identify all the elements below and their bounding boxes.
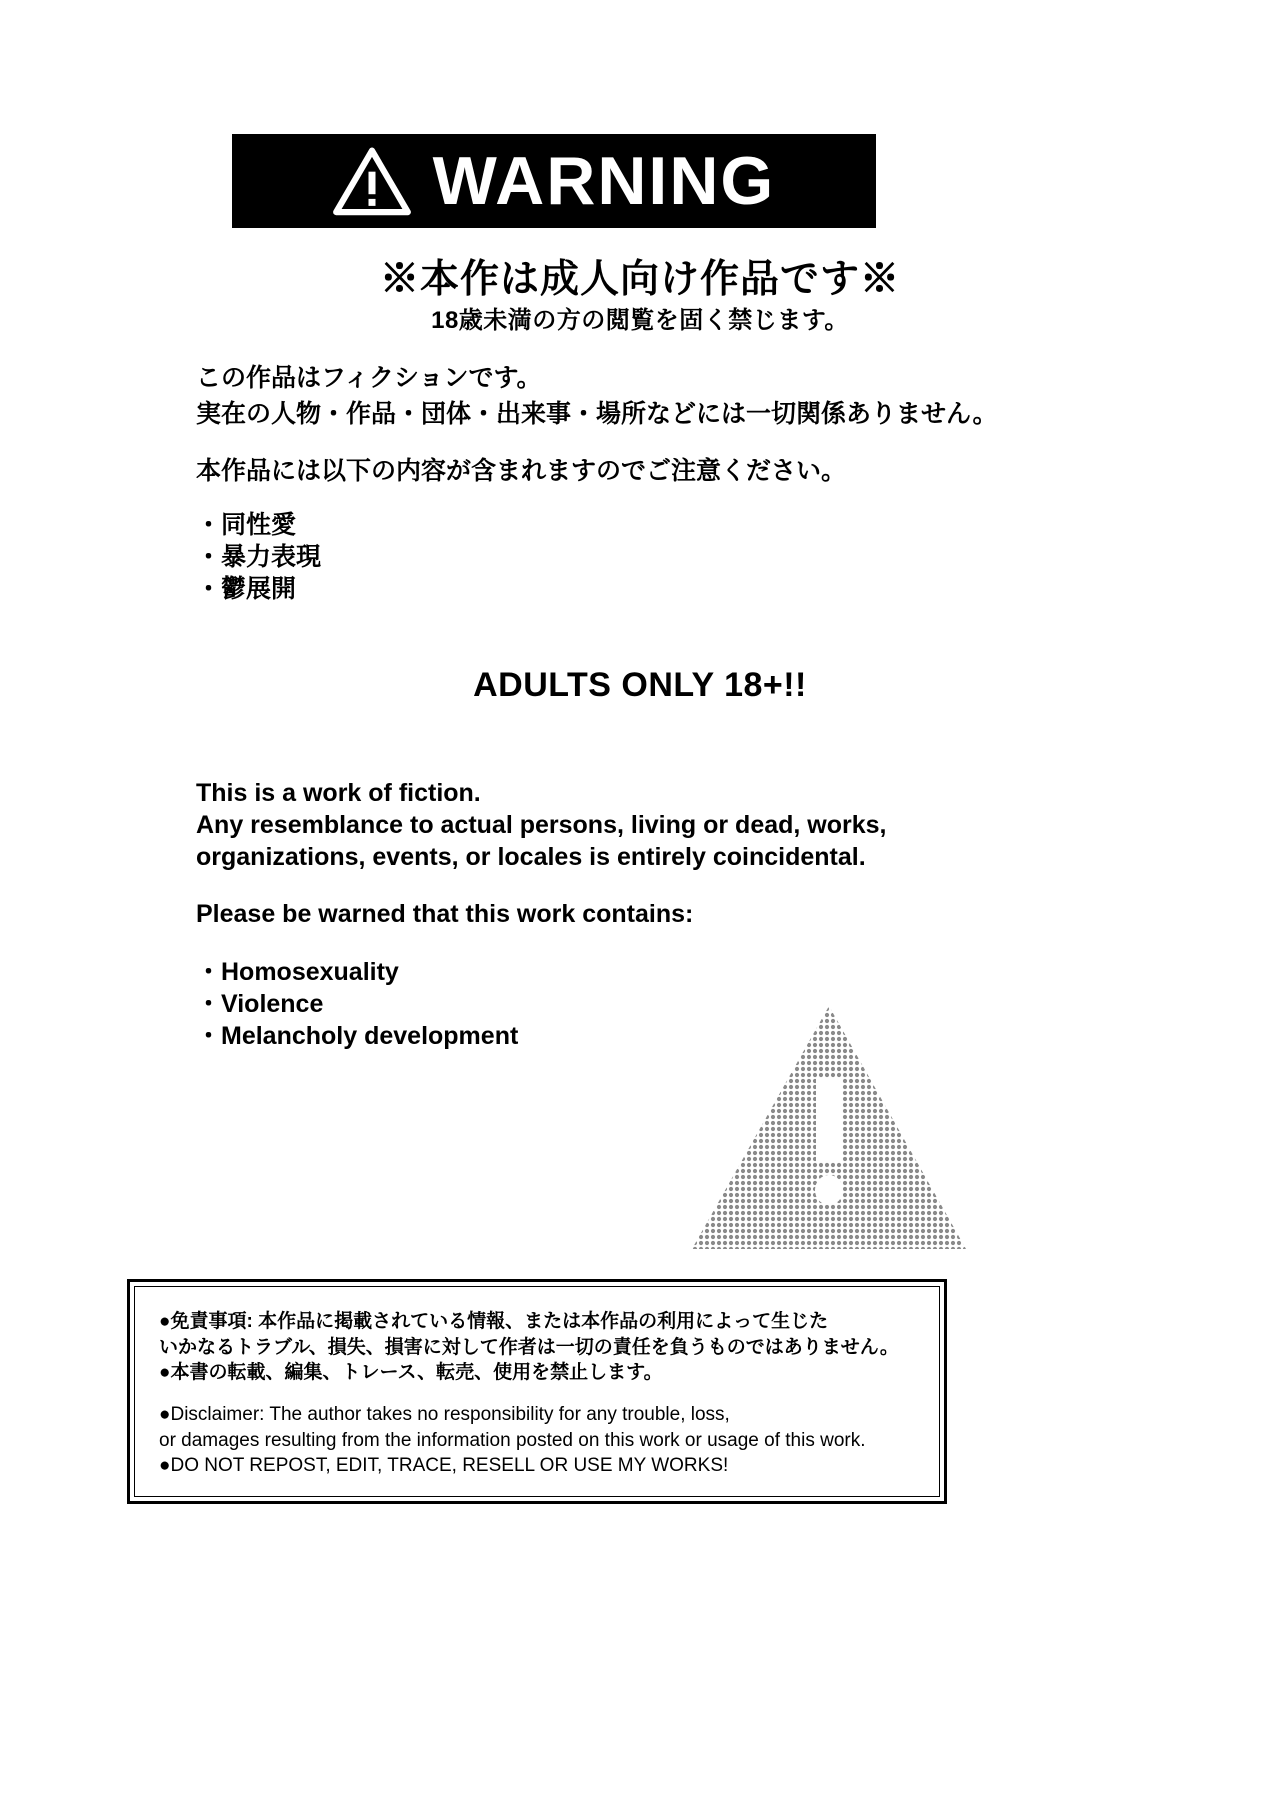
disclaimer-en-line-2: or damages resulting from the information posted on this work or usage of this work.	[159, 1429, 866, 1451]
japanese-fiction-paragraph	[196, 360, 1096, 433]
japanese-headline: ※本作は成人向け作品です※	[379, 258, 900, 301]
disclaimer-en-line-3: ●DO NOT REPOST, EDIT, TRACE, RESELL OR USE MY WORKS!	[159, 1455, 729, 1477]
disclaimer-box	[127, 1279, 947, 1504]
warning-triangle-watermark-icon	[686, 1000, 972, 1255]
list-item: ・Melancholy development	[196, 1021, 519, 1050]
warning-banner	[232, 134, 876, 228]
list-item: ・鬱展開	[196, 574, 297, 603]
list-item: ・同性愛	[196, 510, 297, 539]
disclaimer-spacer	[159, 1386, 915, 1402]
japanese-subheadline: 18歳未満の方の閲覧を固く禁じます。	[431, 307, 849, 334]
japanese-fiction-line-1: この作品はフィクションです。	[196, 364, 542, 392]
disclaimer-en-line-1: ●Disclaimer: The author takes no responsibility for any trouble, loss,	[159, 1403, 730, 1425]
japanese-content-warning-list	[196, 509, 1096, 605]
english-fiction-paragraph	[196, 778, 996, 873]
list-item: ・暴力表現	[196, 542, 322, 571]
japanese-body	[196, 360, 1096, 605]
warning-triangle-icon	[333, 146, 411, 216]
disclaimer-jp-line-1: ●免責事項: 本作品に掲載されている情報、または本作品の利用によって生じた	[159, 1311, 829, 1332]
english-fiction-line-2: Any resemblance to actual persons, living or dead, works,	[196, 810, 887, 839]
adults-only-heading: ADULTS ONLY 18+!!	[473, 666, 807, 704]
warning-title: WARNING	[432, 143, 776, 219]
english-fiction-line-1: This is a work of fiction.	[196, 779, 481, 807]
japanese-fiction-line-2: 実在の人物・作品・団体・出来事・場所などには一切関係ありません。	[196, 400, 998, 429]
disclaimer-inner	[134, 1286, 940, 1497]
japanese-contains-notice: 本作品には以下の内容が含まれますのでご注意ください。	[196, 456, 847, 485]
english-fiction-line-3: organizations, events, or locales is entirely coincidental.	[196, 842, 866, 871]
english-contains-notice: Please be warned that this work contains:	[196, 900, 694, 929]
disclaimer-jp-line-3: ●本書の転載、編集、トレース、転売、使用を禁止します。	[159, 1362, 663, 1384]
list-item: ・Violence	[196, 989, 324, 1018]
list-item: ・Homosexuality	[196, 958, 399, 986]
disclaimer-jp-line-2: いかなるトラブル、損失、損害に対して作者は一切の責任を負うものではありません。	[159, 1336, 899, 1358]
